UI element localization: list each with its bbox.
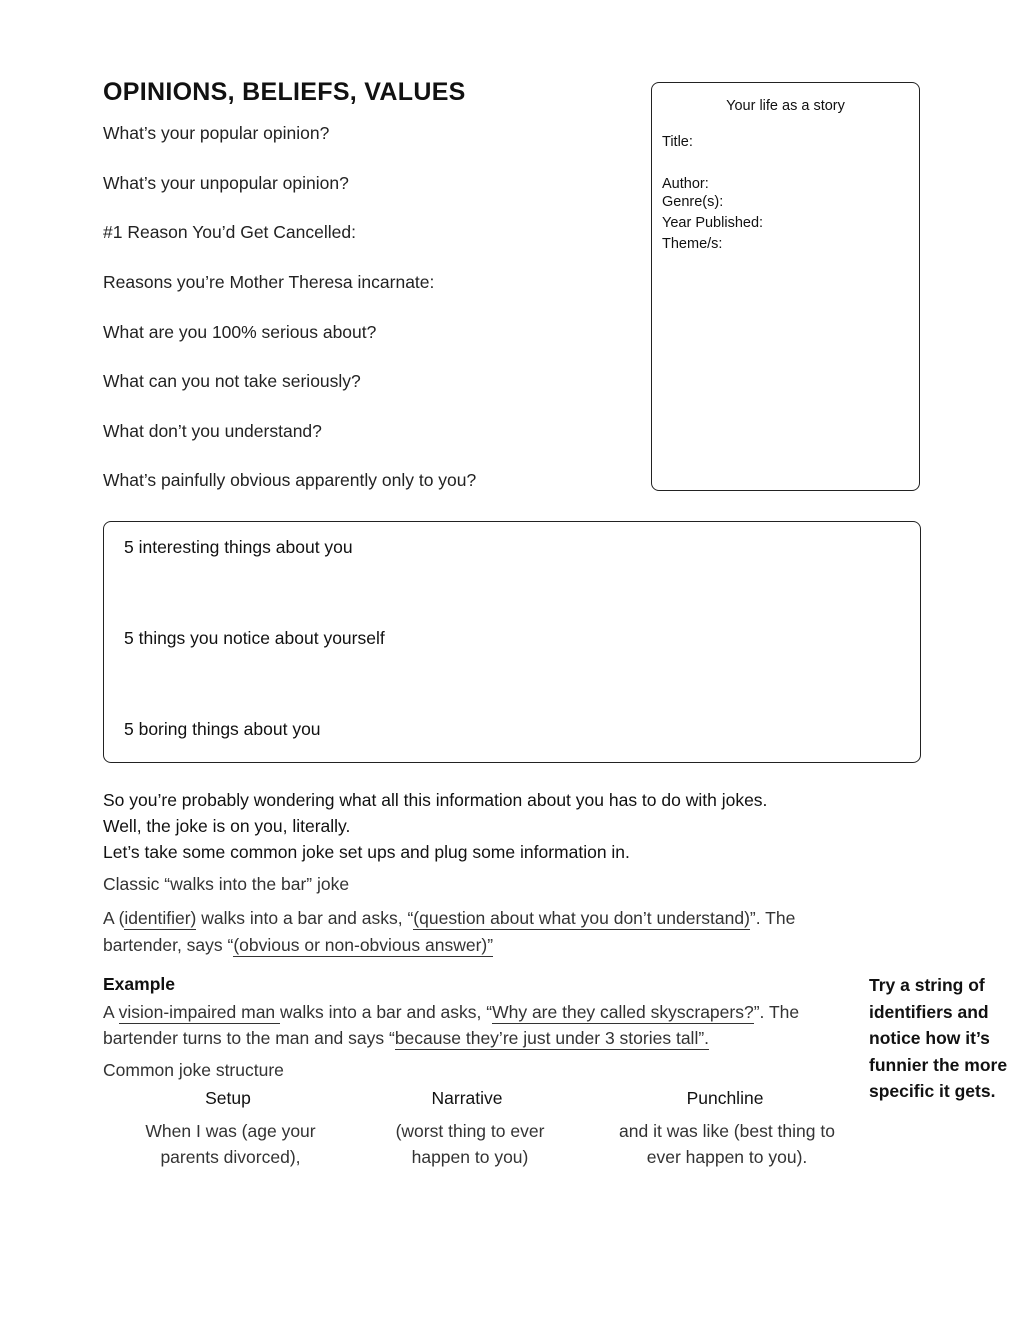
setup-text: When I was (age your parents divorced), — [145, 1121, 316, 1167]
example-answer: because they’re just under 3 stories tall”. — [394, 1028, 710, 1048]
story-title-label: Title: — [662, 134, 693, 150]
template-line-2 — [103, 935, 493, 956]
template-line2-start: bartender, says “ — [103, 935, 234, 955]
template-end: ”. The — [749, 908, 796, 928]
five-things-box — [103, 521, 921, 763]
life-story-box — [651, 82, 920, 491]
story-year-label: Year Published: — [662, 215, 764, 231]
story-theme-label: Theme/s: — [662, 236, 723, 252]
page-title: OPINIONS, BELIEFS, VALUES — [103, 78, 466, 106]
example-label: Example — [103, 974, 175, 994]
question-not-serious: What can you not take seriously? — [103, 371, 361, 391]
intro-line-1: So you’re probably wondering what all this information about you has to do with jokes. — [103, 790, 768, 810]
example-end: ”. The — [753, 1002, 800, 1022]
question-mother-theresa: Reasons you’re Mother Theresa incarnate: — [103, 272, 435, 292]
question-cancelled-reason: #1 Reason You’d Get Cancelled: — [103, 222, 356, 242]
example-line-2 — [103, 1028, 709, 1049]
example-mid: walks into a bar and asks, “ — [280, 1002, 493, 1022]
question-painfully-obvious: What’s painfully obvious apparently only to you? — [103, 470, 477, 490]
example-a: A — [103, 1002, 119, 1022]
story-genre-label: Genre(s): — [662, 194, 724, 210]
template-a: A ( — [103, 908, 125, 928]
setup-heading: Setup — [205, 1088, 251, 1108]
boring-things-label: 5 boring things about you — [124, 719, 321, 739]
template-identifier: identifier) — [124, 908, 197, 928]
template-line-1 — [103, 908, 795, 929]
intro-line-2: Well, the joke is on you, literally. — [103, 816, 351, 836]
question-dont-understand: What don’t you understand? — [103, 421, 322, 441]
template-question: (question about what you don’t understand) — [413, 908, 750, 928]
life-story-heading: Your life as a story — [726, 98, 845, 114]
side-note: Try a string of identifiers and notice how it’s funnier the more specific it gets. — [869, 975, 1008, 1101]
narrative-text: (worst thing to ever happen to you) — [395, 1121, 545, 1167]
intro-line-3: Let’s take some common joke set ups and plug some information in. — [103, 842, 630, 862]
story-author-label: Author: — [662, 176, 709, 192]
question-unpopular-opinion: What’s your unpopular opinion? — [103, 173, 349, 193]
punchline-heading: Punchline — [686, 1088, 764, 1108]
example-line-1 — [103, 1002, 799, 1023]
punchline-text: and it was like (best thing to ever happen to you). — [619, 1121, 835, 1167]
structure-label: Common joke structure — [103, 1060, 284, 1080]
interesting-things-label: 5 interesting things about you — [124, 537, 353, 557]
example-identifier: vision-impaired man — [118, 1002, 281, 1022]
classic-joke-label: Classic “walks into the bar” joke — [103, 874, 350, 894]
template-answer: (obvious or non-obvious answer)” — [233, 935, 494, 955]
example-question: Why are they called skyscrapers? — [492, 1002, 754, 1022]
narrative-heading: Narrative — [431, 1088, 503, 1108]
question-serious-about: What are you 100% serious about? — [103, 322, 377, 342]
question-popular-opinion: What’s your popular opinion? — [103, 123, 330, 143]
template-mid: walks into a bar and asks, “ — [196, 908, 414, 928]
notice-things-label: 5 things you notice about yourself — [124, 628, 385, 648]
example-line2-start: bartender turns to the man and says “ — [103, 1028, 395, 1048]
